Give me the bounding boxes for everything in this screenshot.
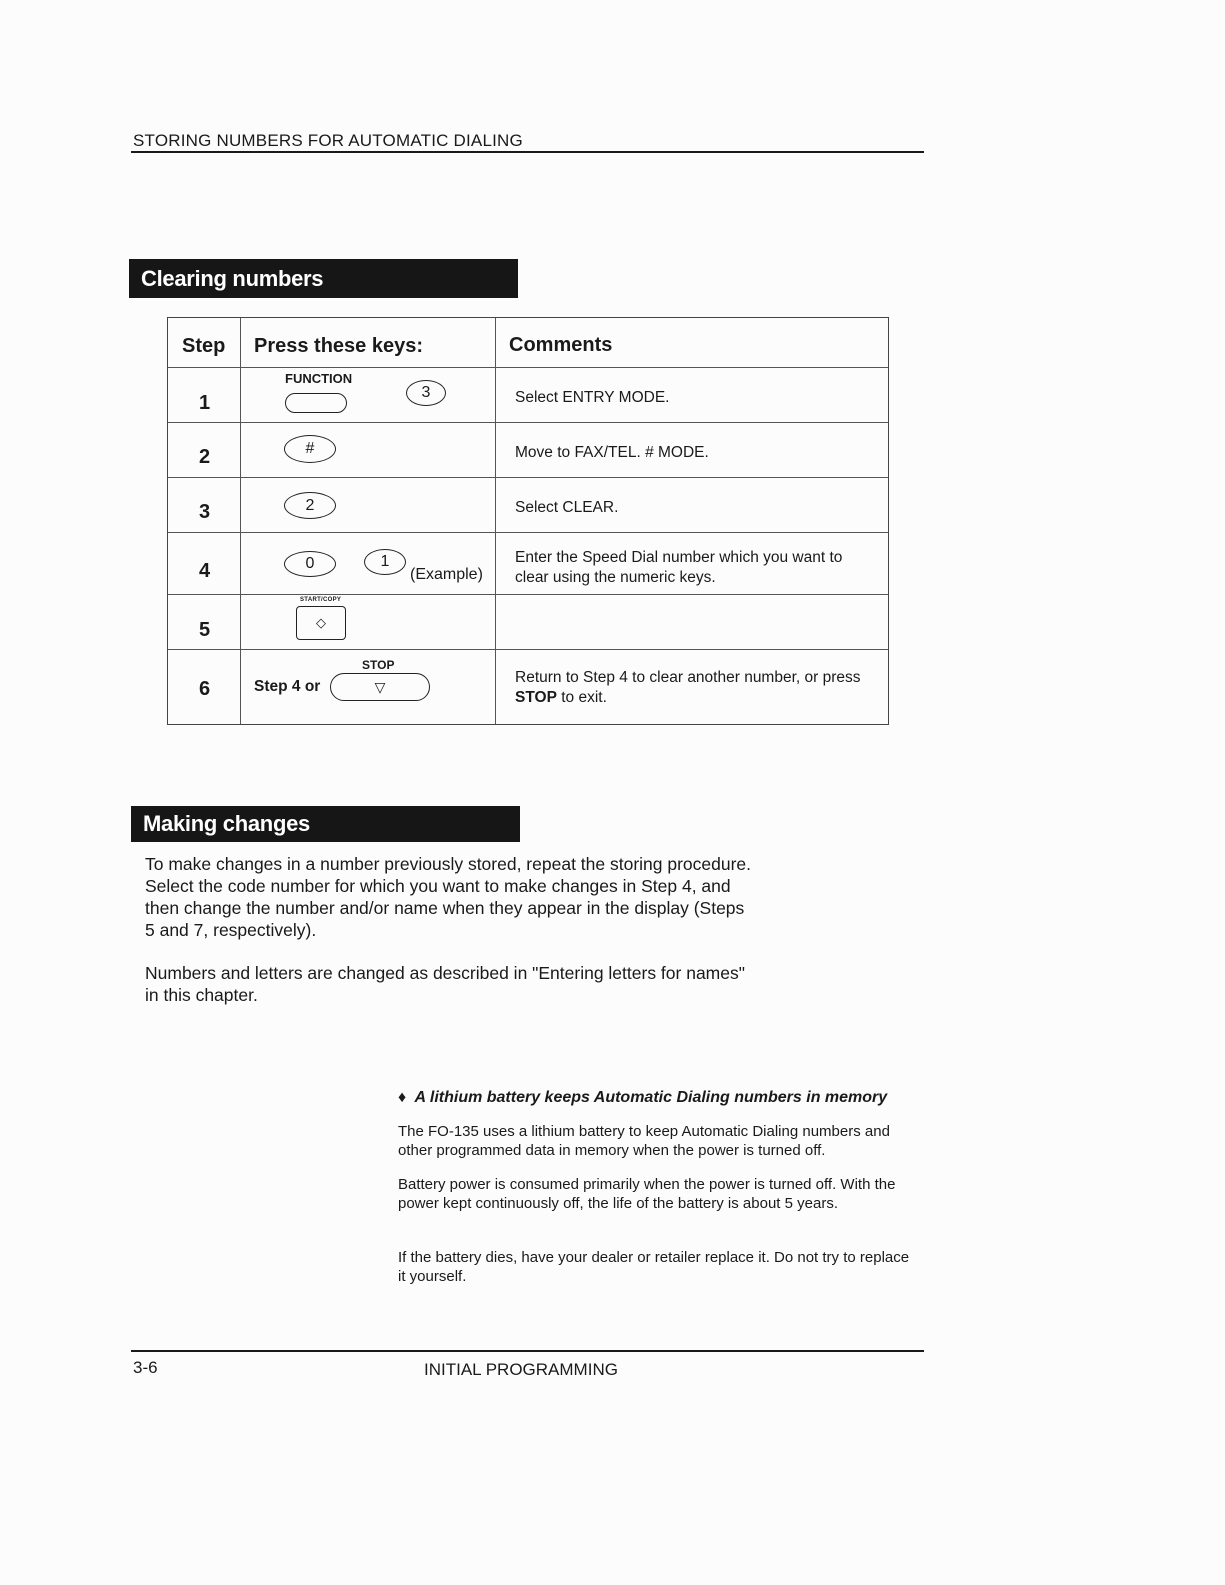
column-divider [495, 318, 496, 724]
step-number: 3 [198, 501, 211, 523]
step-number: 1 [198, 392, 211, 414]
key-digit: 2 [305, 496, 315, 514]
comment-bold-text: STOP [515, 689, 557, 706]
digit-key-icon [284, 492, 336, 519]
step-comment: Enter the Speed Dial number which you want to clear using the numeric keys. [515, 549, 843, 586]
stop-key-label: STOP [362, 658, 395, 672]
digit-key-icon [364, 549, 406, 575]
function-key-icon [285, 393, 347, 413]
key-prefix-text: Step 4 or [254, 678, 321, 695]
row-divider [168, 594, 888, 595]
row-divider [168, 422, 888, 423]
note-paragraph-1: The FO-135 uses a lithium battery to keep Automatic Dialing numbers and other programmed data in memory when the power is turned off. [398, 1123, 890, 1159]
note-paragraph-3: If the battery dies, have your dealer or retailer replace it. Do not try to replace it yourself. [398, 1249, 910, 1285]
key-digit: 3 [421, 384, 431, 401]
step-number: 6 [198, 678, 211, 700]
row-divider [168, 532, 888, 533]
section-heading-making-changes: Making changes [131, 806, 520, 842]
stop-key-icon: ▽ [330, 673, 430, 701]
step-comment: Select ENTRY MODE. [515, 389, 670, 406]
step-number: 4 [198, 560, 211, 582]
row-divider [168, 477, 888, 478]
note-paragraph-2: Battery power is consumed primarily when the power is turned off. With the power kept continuously off, the life of the battery is about 5 years. [398, 1176, 896, 1212]
row-divider [168, 649, 888, 650]
key-digit: # [305, 440, 315, 457]
chapter-title: INITIAL PROGRAMMING [424, 1360, 618, 1379]
function-key-label: FUNCTION [285, 371, 353, 386]
row-divider [168, 367, 888, 368]
making-changes-paragraph-2: Numbers and letters are changed as described in "Entering letters for names" in this chapter. [145, 963, 745, 1005]
hash-key-icon [284, 435, 336, 463]
making-changes-paragraph-1: To make changes in a number previously stored, repeat the storing procedure. Select the code number for which you want to make changes in Step 4, and then change the number and/or name when they appear in the display (Steps 5 and 7, respectively). [145, 854, 752, 940]
start-copy-key-label: START/COPY [300, 597, 342, 603]
comment-text: Return to Step 4 to clear another number, or press [515, 669, 861, 686]
start-copy-key-icon: ◇ [296, 606, 346, 640]
page-header-title: STORING NUMBERS FOR AUTOMATIC DIALING [133, 131, 523, 150]
example-note: (Example) [410, 566, 483, 583]
note-title-text: A lithium battery keeps Automatic Dialing numbers in memory [414, 1089, 888, 1106]
footer-rule [131, 1350, 924, 1352]
section-heading-clearing: Clearing numbers [129, 259, 518, 298]
header-step: Step [182, 335, 226, 357]
step-number: 2 [198, 446, 211, 468]
digit-key-icon [406, 380, 446, 406]
digit-key-icon [284, 551, 336, 577]
header-comments: Comments [509, 334, 613, 356]
clearing-steps-table [167, 317, 889, 725]
step-comment: Select CLEAR. [515, 499, 619, 516]
page-number: 3-6 [133, 1358, 158, 1377]
key-digit: 0 [305, 555, 315, 572]
diamond-bullet-icon: ♦ [398, 1089, 407, 1106]
note-title [398, 1089, 918, 1107]
header-keys: Press these keys: [254, 335, 424, 357]
step-number: 5 [198, 619, 211, 641]
header-rule [131, 151, 924, 153]
step-comment [515, 668, 875, 708]
key-digit: 1 [380, 553, 390, 570]
comment-text: to exit. [556, 689, 607, 706]
step-comment: Move to FAX/TEL. # MODE. [515, 444, 709, 461]
